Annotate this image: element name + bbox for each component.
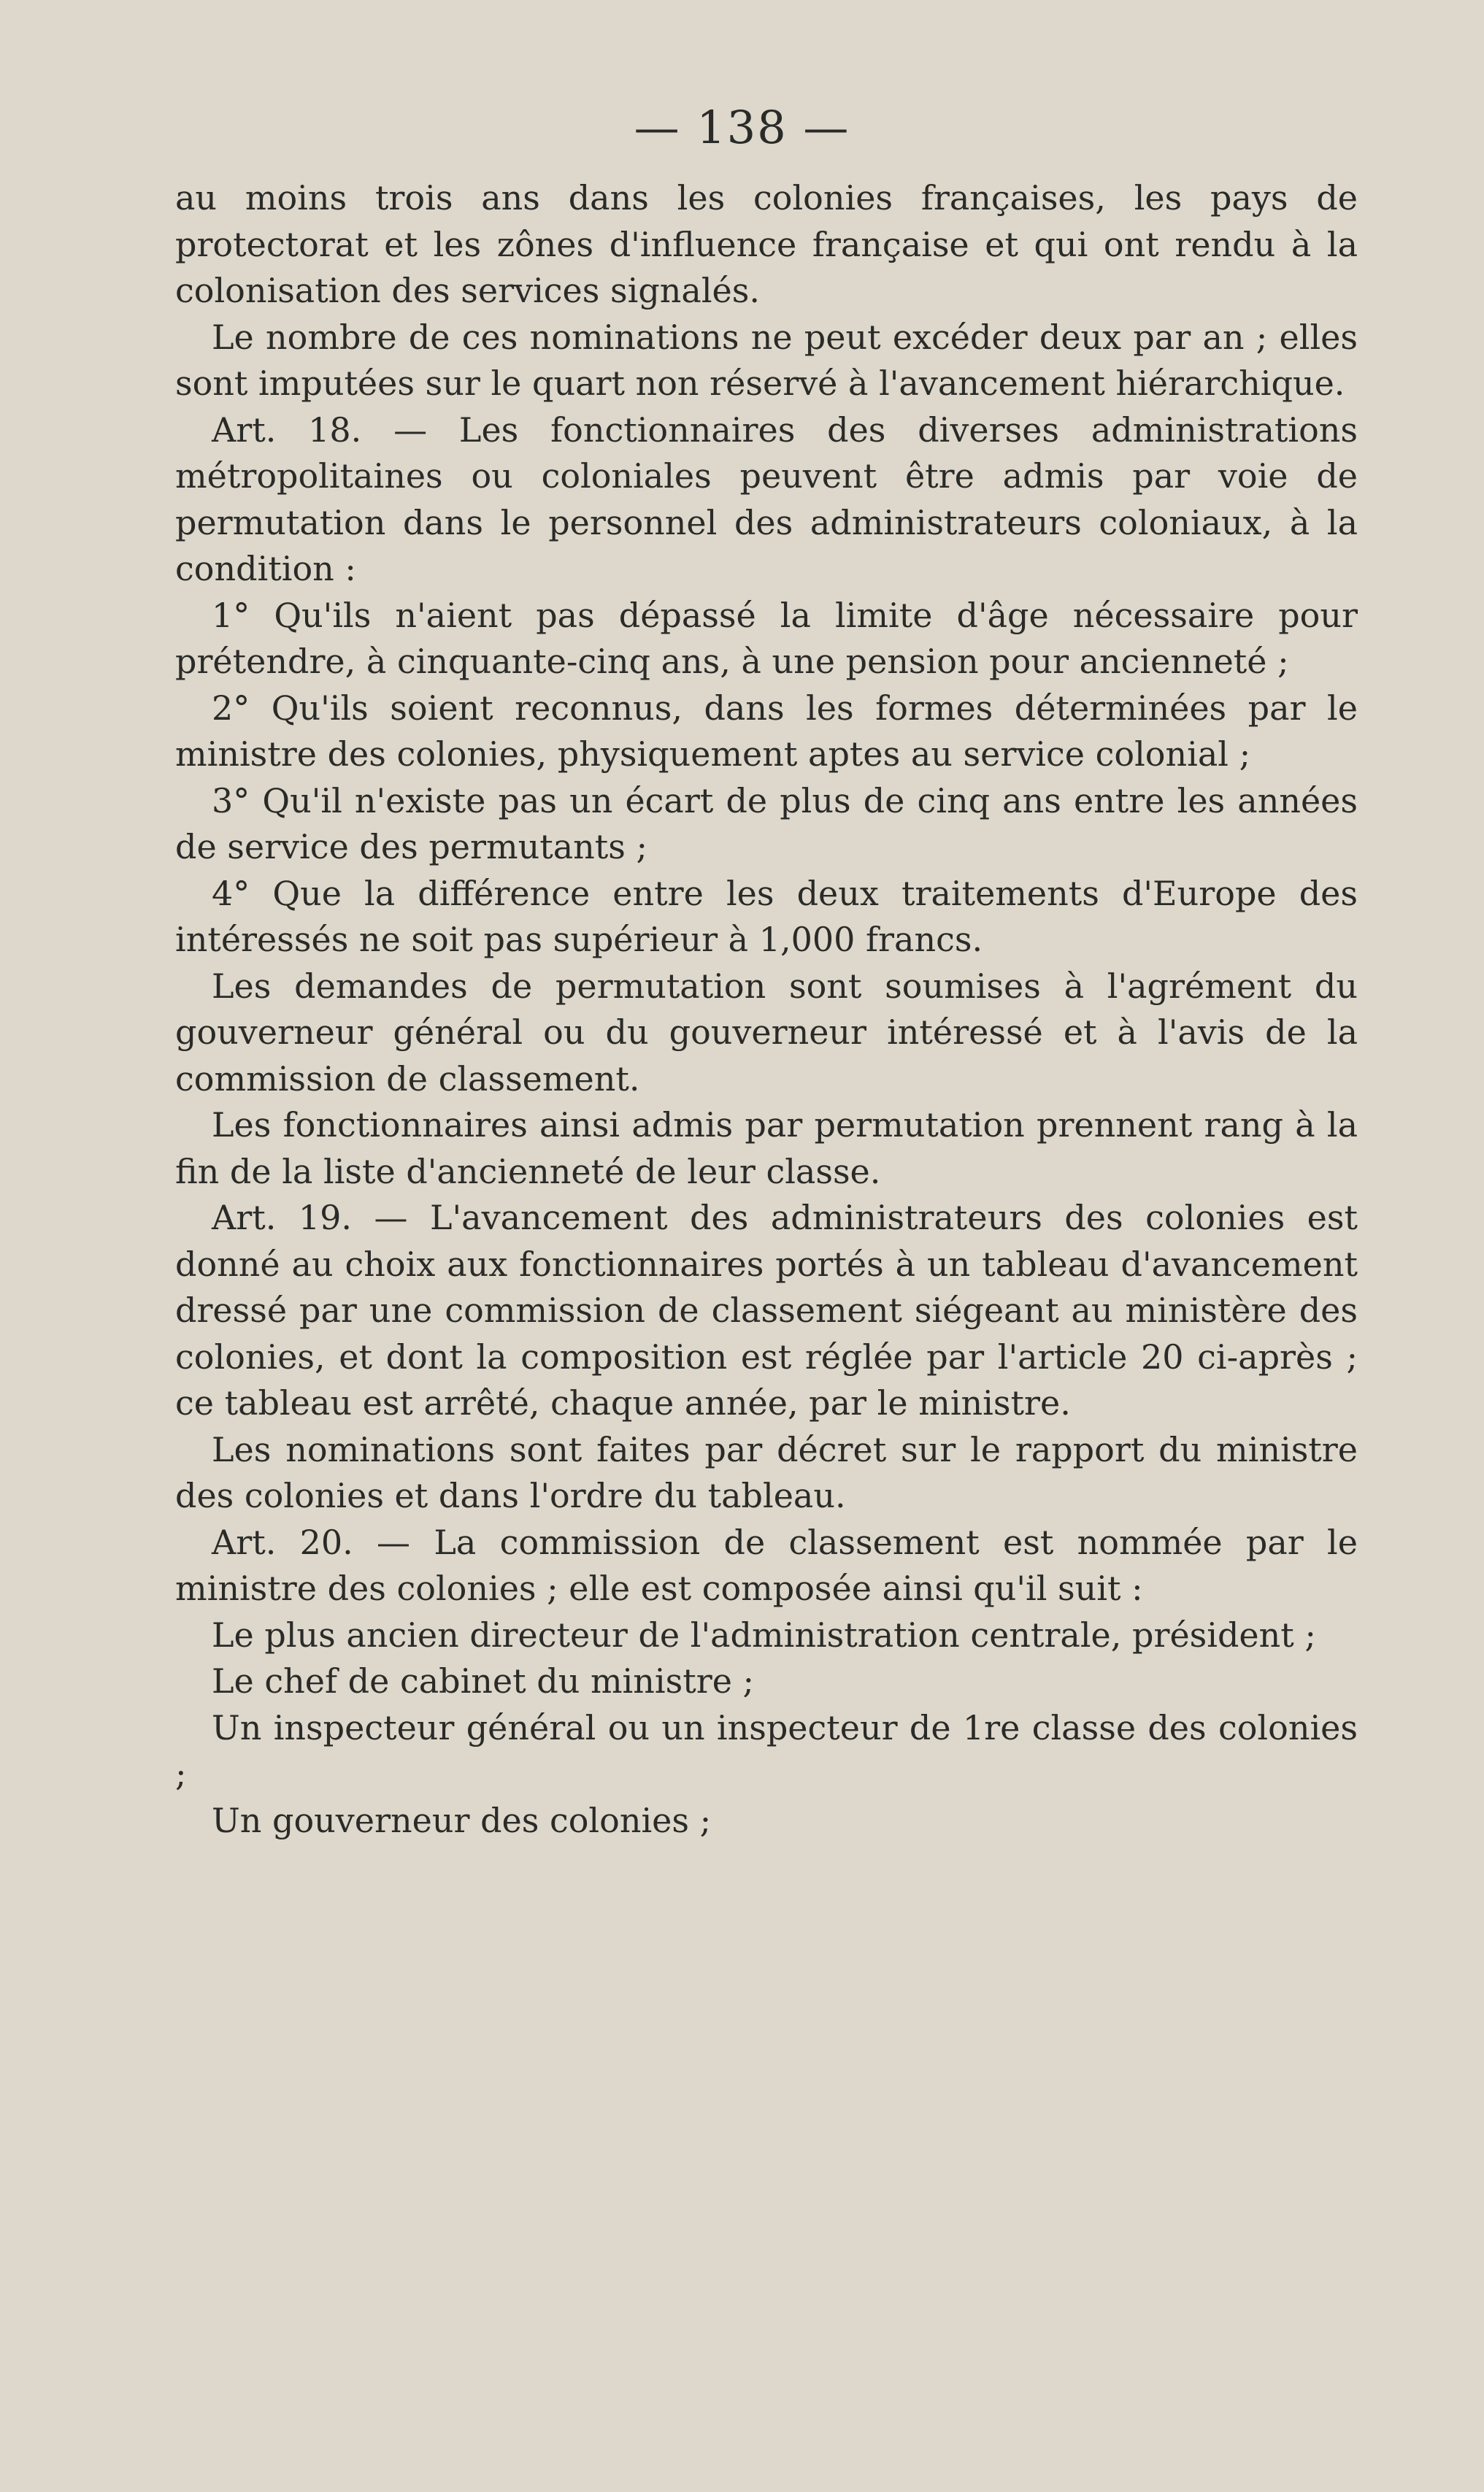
- paragraph-member-inspector: Un inspecteur général ou un inspecteur de 1re classe des colonies ;: [175, 1707, 1358, 1793]
- paragraph-article-20: Art. 20. — La commission de classement est nommée par le ministre des colonies ; elle est composée ainsi qu'il suit :: [175, 1522, 1358, 1608]
- paragraph-condition-4: 4° Que la différence entre les deux traitements d'Europe des intéressés ne soit pas supérieur à 1,000 francs.: [175, 873, 1358, 959]
- paragraph-member-president: Le plus ancien directeur de l'administration centrale, président ;: [212, 1615, 1316, 1655]
- paragraph-nominations-decree: Les nominations sont faites par décret sur le rapport du ministre des colonies et dans l'ordre du tableau.: [175, 1429, 1358, 1515]
- paragraph-article-18: Art. 18. — Les fonctionnaires des diverses administrations métropolitaines ou coloniales peuvent être admis par voie de permutation dans le personnel des administrateurs coloniaux, à la condition :: [175, 409, 1358, 588]
- paragraph-member-governor: Un gouverneur des colonies ;: [212, 1800, 712, 1840]
- paragraph-condition-1: 1° Qu'ils n'aient pas dépassé la limite d'âge nécessaire pour prétendre, à cinquante-cinq ans, à une pension pour ancienneté ;: [175, 595, 1358, 681]
- paragraph-permutation-requests: Les demandes de permutation sont soumises à l'agrément du gouverneur général ou du gouverneur intéressé et à l'avis de la commission de classement.: [175, 966, 1358, 1099]
- paragraph-condition-2: 2° Qu'ils soient reconnus, dans les formes déterminées par le ministre des colonies, physiquement aptes au service colonial ;: [175, 688, 1358, 774]
- paragraph-member-chief-of-cabinet: Le chef de cabinet du ministre ;: [212, 1661, 755, 1701]
- paragraph-continuation: au moins trois ans dans les colonies françaises, les pays de protectorat et les zônes d'influence française et qui ont rendu à la colonisation des services signalés.: [175, 178, 1358, 310]
- paragraph-permutation-rank: Les fonctionnaires ainsi admis par permutation prennent rang à la fin de la liste d'ancienneté de leur classe.: [175, 1105, 1358, 1191]
- page-number-header: — 138 —: [634, 101, 850, 154]
- paragraph-article-19: Art. 19. — L'avancement des administrateurs des colonies est donné au choix aux fonctionnaires portés à un tableau d'avancement dressé par une commission de classement siégeant au ministère des colonies, et dont la composition est réglée par l'article 20 ci-après ; ce tableau est arrêté, chaque année, par le ministre.: [175, 1198, 1358, 1423]
- paragraph-condition-3: 3° Qu'il n'existe pas un écart de plus de cinq ans entre les années de service des permutants ;: [175, 780, 1358, 866]
- document-body: [175, 175, 1358, 1844]
- paragraph-nominations-limit: Le nombre de ces nominations ne peut excéder deux par an ; elles sont imputées sur le quart non réservé à l'avancement hiérarchique.: [175, 317, 1358, 403]
